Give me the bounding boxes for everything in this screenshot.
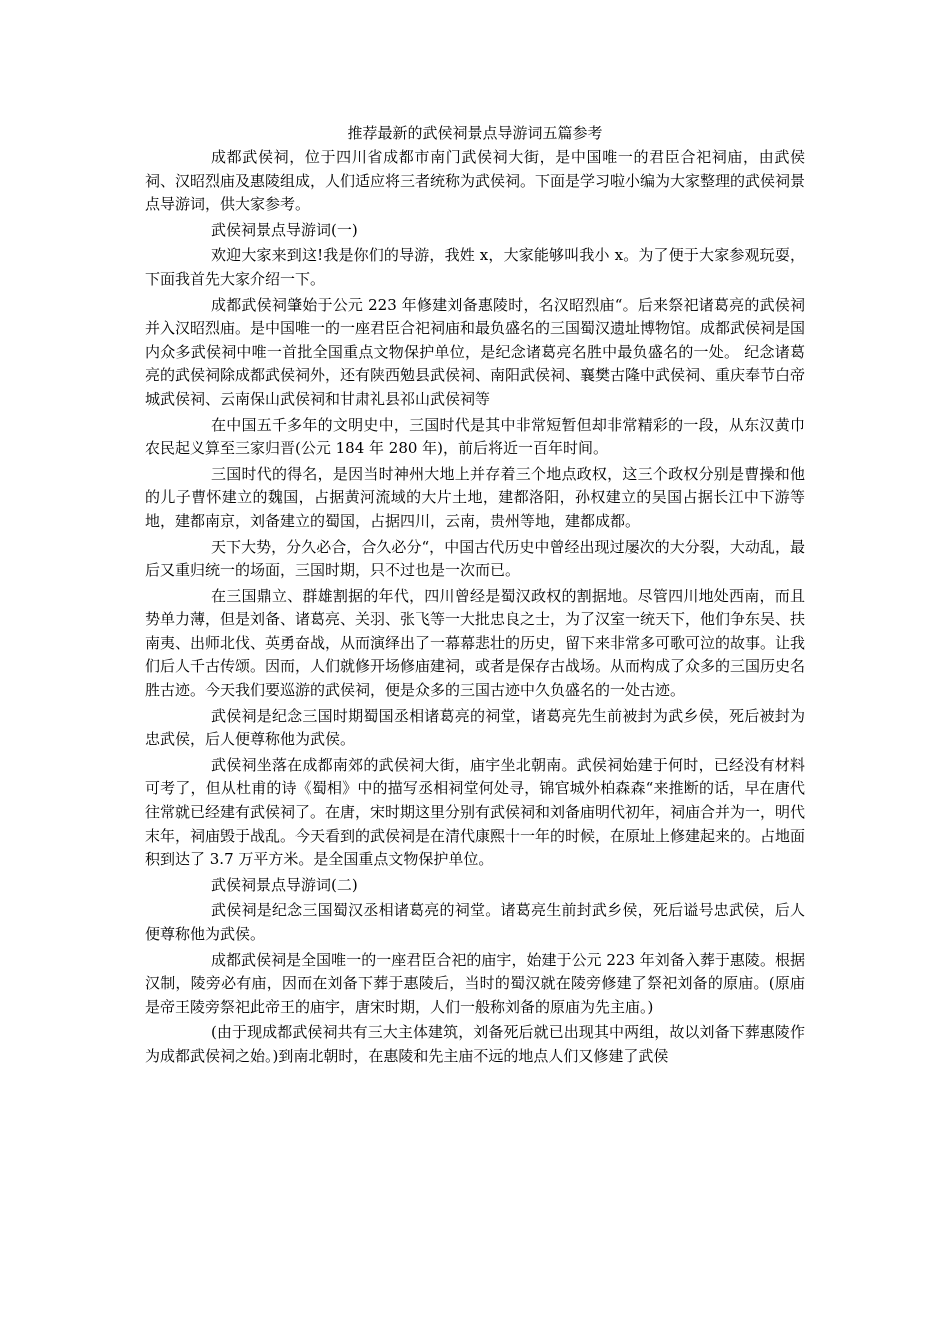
paragraph: 天下大势，分久必合，合久必分“，中国古代历史中曾经出现过屡次的大分裂，大动乱，最后又重归统一的场面，三国时期，只不过也是一次而已。 [145,537,805,580]
paragraph: 武侯祠是纪念三国时期蜀国丞相诸葛亮的祠堂，诸葛亮先生前被封为武乡侯，死后被封为忠武侯，后人便尊称他为武侯。 [145,706,805,749]
paragraph: 欢迎大家来到这!我是你们的导游，我姓 x，大家能够叫我小 x。为了便于大家参观玩耍，下面我首先大家介绍一下。 [145,246,805,288]
paragraph: 在三国鼎立、群雄割据的年代，四川曾经是蜀汉政权的割据地。尽管四川地处西南，而且势单力薄，但是刘备、诸葛亮、关羽、张飞等一大批忠良之士，为了汉室一统天下，他们争东吴、扶南夷、出师北伐、英勇奋战，从而演绎出了一幕幕悲壮的历史，留下来非常多可歌可泣的故事。让我们后人千古传颂。因而，人们就修开场修庙建祠，或者是保存古战场。从而构成了众多的三国历史名胜古迹。今天我们要巡游的武侯祠，便是众多的三国古迹中久负盛名的一处古迹。 [145,586,806,700]
paragraph: 成都武侯祠肇始于公元 223 年修建刘备惠陵时，名汉昭烈庙“。后来祭祀诸葛亮的武侯祠并入汉昭烈庙。是中国唯一的一座君臣合祀祠庙和最负盛名的三国蜀汉遗址博物馆。成都武侯祠是国内众多武侯祠中唯一首批全国重点文物保护单位，是纪念诸葛亮名胜中最负盛名的一处。 纪念诸葛亮的武侯祠除成都武侯祠外，还有陕西勉县武侯祠、南阳武侯祠、襄樊古隆中武侯祠、重庆奉节白帝城武侯祠、云南保山武侯祠和甘肃礼县祁山武侯祠等 [145,295,806,408]
paragraph: (由于现成都武侯祠共有三大主体建筑，刘备死后就已出现其中两组，故以刘备下葬惠陵作为成都武侯祠之始。)到南北朝时，在惠陵和先主庙不远的地点人们又修建了武侯 [145,1023,805,1065]
paragraph: 成都武侯祠是全国唯一的一座君臣合祀的庙宇，始建于公元 223 年刘备入葬于惠陵。根据汉制，陵旁必有庙，因而在刘备下葬于惠陵后，当时的蜀汉就在陵旁修建了祭祀刘备的原庙。(原庙是帝王陵旁祭祀此帝王的庙宇，唐宋时期，人们一般称刘备的原庙为先主庙。) [145,950,805,1016]
paragraph: 在中国五千多年的文明史中，三国时代是其中非常短暂但却非常精彩的一段，从东汉黄巾农民起义算至三家归晋(公元 184 年 280 年)，前后将近一百年时间。 [145,415,805,458]
paragraph: 三国时代的得名，是因当时神州大地上并存着三个地点政权，这三个政权分别是曹操和他的儿子曹怀建立的魏国，占据黄河流域的大片土地，建都洛阳，孙权建立的吴国占据长江中下游等地，建都南京，刘备建立的蜀国，占据四川，云南，贵州等地，建都成都。 [145,464,805,530]
document-title: 推荐最新的武侯祠景点导游词五篇参考 [347,124,603,142]
paragraph-intro: 成都武侯祠，位于四川省成都市南门武侯祠大街，是中国唯一的君臣合祀祠庙，由武侯祠、汉昭烈庙及惠陵组成，人们适应将三者统称为武侯祠。下面是学习啦小编为大家整理的武侯祠景点导游词，供大家参考。 [145,148,806,214]
paragraph: 武侯祠是纪念三国蜀汉丞相诸葛亮的祠堂。诸葛亮生前封武乡侯，死后谥号忠武侯，后人便尊称他为武侯。 [145,901,805,943]
section-heading-1: 武侯祠景点导游词(一) [211,220,358,239]
paragraph: 武侯祠坐落在成都南郊的武侯祠大街，庙宇坐北朝南。武侯祠始建于何时，已经没有材料可考了，但从杜甫的诗《蜀相》中的描写丞相祠堂何处寻，锦官城外柏森森“来推断的话，早在唐代往常就已经建有武侯祠了。在唐，宋时期这里分别有武侯祠和刘备庙明代初年，祠庙合并为一，明代末年，祠庙毁于战乱。今天看到的武侯祠是在清代康熙十一年的时候，在原址上修建起来的。占地面积到达了 3.7 万平方米。是全国重点文物保护单位。 [145,755,806,869]
section-heading-2: 武侯祠景点导游词(二) [211,875,358,894]
